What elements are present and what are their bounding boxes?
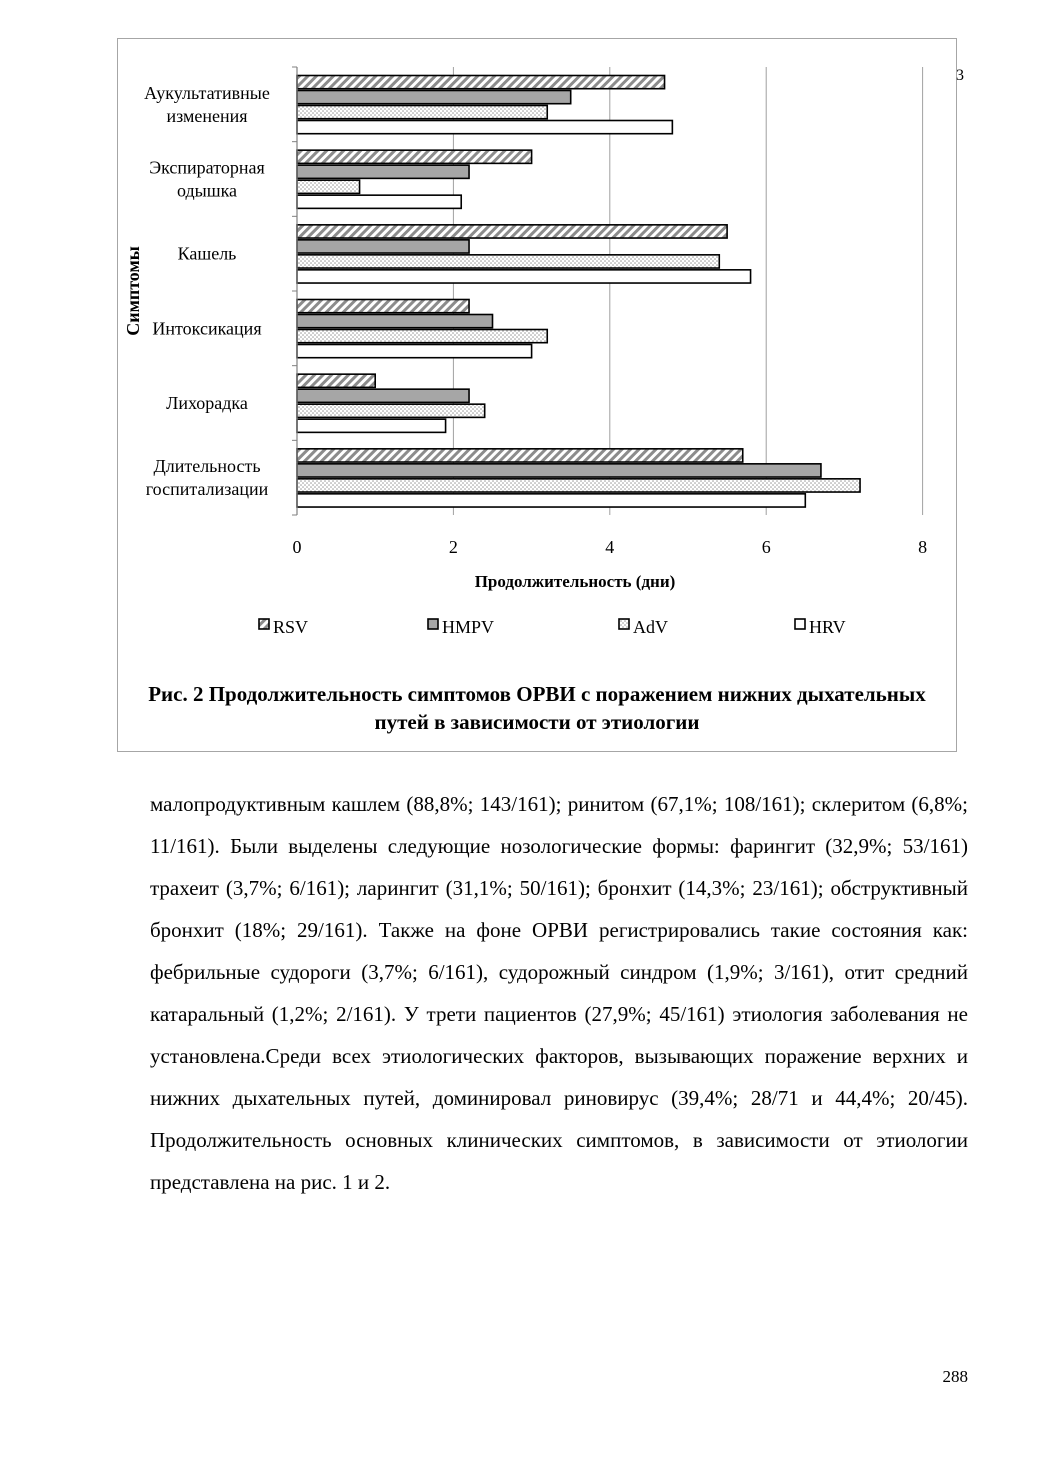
legend-label-rsv: RSV — [273, 617, 309, 637]
bar-adv — [297, 330, 547, 343]
category-label: Лихорадка — [166, 393, 248, 413]
bar-rsv — [297, 76, 665, 89]
bar-hmpv — [297, 240, 469, 253]
bar-hrv — [297, 121, 672, 134]
bar-rsv — [297, 225, 727, 238]
bar-hrv — [297, 419, 446, 432]
bar-rsv — [297, 449, 743, 462]
legend-label-hmpv: HMPV — [442, 617, 495, 637]
category-label: Аукультативные — [144, 82, 270, 103]
bar-chart — [0, 0, 1040, 680]
bar-adv — [297, 106, 547, 119]
legend-swatch-adv — [619, 619, 629, 629]
y-axis-title: Симптомы — [123, 246, 143, 336]
bar-rsv — [297, 374, 375, 387]
legend-swatch-hmpv — [428, 619, 438, 629]
category-label: Кашель — [177, 243, 237, 264]
bar-hmpv — [297, 165, 469, 178]
corner-mark: 3 — [956, 67, 964, 84]
bar-adv — [297, 180, 360, 193]
bar-hrv — [297, 345, 532, 358]
bar-adv — [297, 479, 860, 492]
category-label: госпитализации — [145, 479, 269, 500]
figure-caption: Рис. 2 Продолжительность симптомов ОРВИ с поражением нижних дыхательных путей в зависимости от этиологии — [148, 682, 926, 734]
bar-hmpv — [297, 464, 821, 477]
bar-hmpv — [297, 315, 493, 328]
bar-hmpv — [297, 389, 469, 402]
bar-hrv — [297, 270, 751, 283]
x-axis-title: Продолжительность (дни) — [474, 572, 676, 591]
body-paragraph: малопродуктивным кашлем (88,8%; 143/161); ринитом (67,1%; 108/161); склеритом (6,8%; 11/161). Были выделены следующие нозологические формы: фарингит (32,9%; 53/161) трахеит (3,7%; 6/161); ларингит (31,1%; 50/161); бронхит (14,3%; 23/161); обструктивный бронхит (18%; 29/161). Также на фоне ОРВИ регистрировались такие состояния как: фебрильные судороги (3,7%; 6/161), судорожный синдром (1,9%; 3/161), отит средний катаральный (1,2%; 2/161). У трети пациентов (27,9%; 45/161) этиология заболевания не установлена.Среди всех этиологических факторов, вызывающих поражение верхних и нижних дыхательных путей, доминировал риновирус (39,4%; 28/71 и 44,4%; 20/45). Продолжительность основных клинических симптомов, в зависимости от этиологии представлена на рис. 1 и 2. — [150, 792, 968, 1194]
legend-label-hrv: HRV — [809, 617, 846, 637]
category-label: Длительность — [153, 456, 261, 477]
x-tick-label: 6 — [761, 537, 771, 557]
legend-swatch-hrv — [795, 619, 805, 629]
bar-adv — [297, 404, 485, 417]
category-label: Интоксикация — [152, 318, 262, 339]
x-tick-label: 4 — [605, 537, 615, 557]
x-tick-label: 2 — [448, 537, 458, 557]
bar-hmpv — [297, 91, 571, 104]
bar-hrv — [297, 494, 805, 507]
bar-rsv — [297, 150, 532, 163]
category-label: изменения — [166, 105, 248, 126]
bar-rsv — [297, 300, 469, 313]
x-tick-label: 0 — [292, 537, 302, 557]
legend-swatch-rsv — [259, 619, 269, 629]
legend-label-adv: AdV — [633, 617, 668, 637]
bar-adv — [297, 255, 719, 268]
category-label: Экспираторная — [149, 157, 265, 178]
page-number: 288 — [942, 1367, 968, 1386]
bar-hrv — [297, 195, 461, 208]
category-label: одышка — [176, 180, 238, 201]
x-tick-label: 8 — [918, 537, 928, 557]
